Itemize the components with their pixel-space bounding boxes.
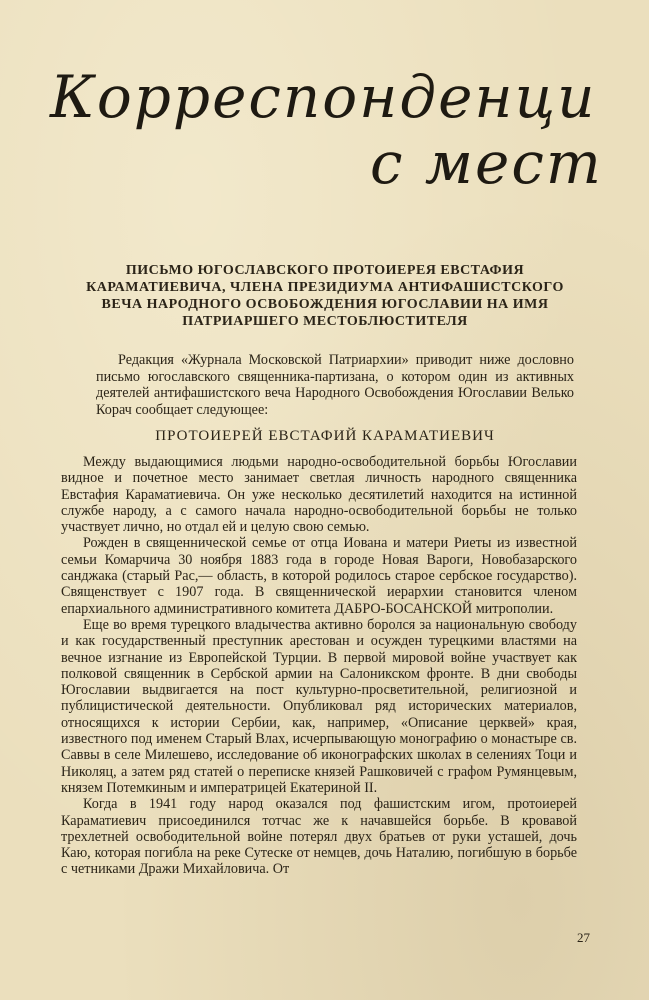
heading-line-2: с мест — [370, 129, 600, 195]
body-paragraph: Еще во время турецкого владычества активно боролся за национальную свободу и как государственный преступник арестован и осужден турецкими властями на вечное изгнание из Европейской Турции. В первой мировой войне участвует как полковой священник в Сербской армии на Салоникском фронте. В дни свободы Югославии выдвигается на пост культурно-просветительной, религиозной и публицистической деятельности. Опубликовал ряд исторических материалов, относящихся к истории Сербии, как, например, «Описание церквей» края, известного под именем Старый Влах, исчерпывающую монографию о монастыре св. Саввы в селе Милешево, исследование об иконографских школах в селениях Тоци и Николяц, а затем ряд статей о переписке князей Рашковичей с графом Румянцевым, князем Потемкиным и императрицей Екатериной II. — [61, 616, 577, 796]
page-number: 27 — [577, 930, 590, 945]
article-body — [61, 454, 577, 878]
article-subheading: ПРОТОИЕРЕЙ ЕВСТАФИЙ КАРАМАТИЕВИЧ — [155, 428, 495, 444]
article-title: ПИСЬМО ЮГОСЛАВСКОГО ПРОТОИЕРЕЯ ЕВСТАФИЯ КАРАМАТИЕВИЧА, ЧЛЕНА ПРЕЗИДИУМА АНТИФАШИСТСКОГО ВЕЧА НАРОДНОГО ОСВОБОЖДЕНИЯ ЮГОСЛАВИИ НА ИМЯ ПАТРИАРШЕГО МЕСТОБЛЮСТИТЕЛЯ — [86, 263, 564, 329]
editorial-intro: Редакция «Журнала Московской Патриархии» приводит ниже дословно письмо югославского священника-партизана, о котором один из активных деятелей антифашистского веча Народного Освобождения Югославии Велько Корач сообщает следующее: — [96, 352, 574, 418]
decorative-heading-svg — [40, 55, 600, 195]
body-paragraph: Когда в 1941 году народ оказался под фашистским игом, протоиерей Караматиевич присоединился тотчас же к начавшейся борьбе. В кровавой трехлетней освободительной войне потерял двух братьев от руки усташей, дочь Каю, которая погибла на реке Сутеске от немцев, дочь Наталию, погибшую в борьбе с четниками Дражи Михайловича. От — [61, 796, 577, 878]
body-paragraph: Рожден в священнической семье от отца Иована и матери Риеты из известной семьи Комарчича 30 ноября 1883 года в городе Новая Вароги, Новобазарского санджака (старый Рас,— область, в которой родилось старое сербское государство). Священствует с 1907 года. В священнической иерархии становится членом епархиального административного комитета ДАБРО-БОСАНСКОЙ митрополии. — [61, 535, 577, 617]
heading-line-1: Корреспонденции — [50, 63, 600, 131]
section-heading-lettering — [40, 55, 600, 195]
body-paragraph: Между выдающимися людьми народно-освободительной борьбы Югославии видное и почетное место занимает светлая личность народного священника Евстафия Караматиевича. Он уже несколько десятилетий находится на истинной службе народу, а с самого начала народно-освободительной борьбы не только участвует лично, но отдал ей и целую свою семью. — [61, 454, 577, 536]
